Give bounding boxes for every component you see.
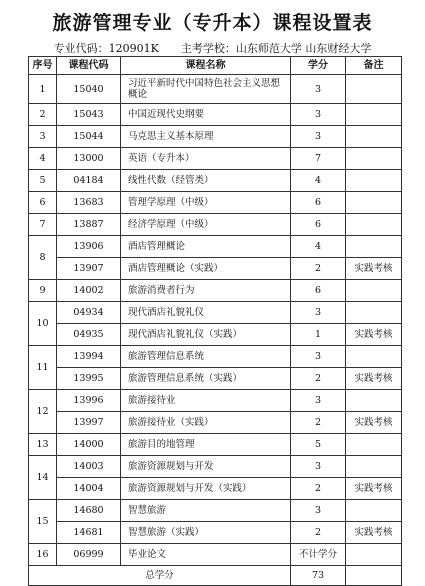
seq-cell: 6 bbox=[29, 192, 57, 214]
credit-cell: 2 bbox=[291, 258, 346, 280]
major-code-label: 专业代码： bbox=[53, 42, 109, 55]
course-name-cell: 现代酒店礼貌礼仪（实践） bbox=[121, 324, 291, 346]
table-row bbox=[29, 434, 402, 456]
seq-cell: 7 bbox=[29, 214, 57, 236]
note-cell bbox=[346, 346, 402, 368]
seq-cell: 11 bbox=[29, 346, 57, 390]
course-code-cell: 04935 bbox=[57, 324, 121, 346]
seq-cell: 14 bbox=[29, 456, 57, 500]
course-name-cell: 旅游管理信息系统（实践） bbox=[121, 368, 291, 390]
course-code-cell: 14004 bbox=[57, 478, 121, 500]
credit-cell: 3 bbox=[291, 104, 346, 126]
credit-cell: 5 bbox=[291, 434, 346, 456]
credit-cell: 1 bbox=[291, 324, 346, 346]
seq-cell: 5 bbox=[29, 170, 57, 192]
course-name-cell: 管理学原理（中级） bbox=[121, 192, 291, 214]
table-row bbox=[29, 236, 402, 258]
credit-cell: 6 bbox=[291, 280, 346, 302]
total-label-cell: 总学分 bbox=[29, 566, 291, 586]
note-cell bbox=[346, 544, 402, 566]
note-cell bbox=[346, 434, 402, 456]
seq-cell: 8 bbox=[29, 236, 57, 280]
note-cell bbox=[346, 170, 402, 192]
table-row bbox=[29, 170, 402, 192]
credit-cell: 3 bbox=[291, 456, 346, 478]
course-name-cell: 智慧旅游（实践） bbox=[121, 522, 291, 544]
course-name-cell: 酒店管理概论 bbox=[121, 236, 291, 258]
course-code-cell: 13994 bbox=[57, 346, 121, 368]
note-cell bbox=[346, 302, 402, 324]
course-name-cell: 智慧旅游 bbox=[121, 500, 291, 522]
course-name-cell: 旅游消费者行为 bbox=[121, 280, 291, 302]
credit-cell: 6 bbox=[291, 192, 346, 214]
table-row bbox=[29, 500, 402, 522]
total-value-cell: 73 bbox=[291, 566, 346, 586]
credit-cell: 2 bbox=[291, 522, 346, 544]
seq-cell: 4 bbox=[29, 148, 57, 170]
course-name-cell: 旅游资源规划与开发 bbox=[121, 456, 291, 478]
course-code-cell: 13995 bbox=[57, 368, 121, 390]
note-cell bbox=[346, 500, 402, 522]
credit-cell: 3 bbox=[291, 346, 346, 368]
table-header-row bbox=[29, 57, 402, 75]
table-row bbox=[29, 258, 402, 280]
note-cell bbox=[346, 75, 402, 104]
header-seq: 序号 bbox=[29, 57, 57, 75]
credit-cell: 3 bbox=[291, 500, 346, 522]
note-cell: 实践考核 bbox=[346, 522, 402, 544]
course-name-cell: 中国近现代史纲要 bbox=[121, 104, 291, 126]
seq-cell: 16 bbox=[29, 544, 57, 566]
course-code-cell: 14681 bbox=[57, 522, 121, 544]
note-cell bbox=[346, 390, 402, 412]
course-code-cell: 13907 bbox=[57, 258, 121, 280]
table-row bbox=[29, 522, 402, 544]
table-row bbox=[29, 75, 402, 104]
header-note: 备注 bbox=[346, 57, 402, 75]
note-cell bbox=[346, 214, 402, 236]
total-note-cell bbox=[346, 566, 402, 586]
course-table bbox=[28, 56, 402, 586]
header-name: 课程名称 bbox=[121, 57, 291, 75]
credit-cell: 3 bbox=[291, 302, 346, 324]
course-name-cell: 毕业论文 bbox=[121, 544, 291, 566]
credit-cell: 3 bbox=[291, 75, 346, 104]
course-name-cell: 旅游接待业 bbox=[121, 390, 291, 412]
document-subtitle bbox=[0, 40, 425, 56]
table-row bbox=[29, 126, 402, 148]
credit-cell: 3 bbox=[291, 126, 346, 148]
table-body bbox=[29, 75, 402, 586]
table-row bbox=[29, 214, 402, 236]
seq-cell: 10 bbox=[29, 302, 57, 346]
school-label: 主考学校： bbox=[180, 42, 236, 55]
note-cell: 实践考核 bbox=[346, 412, 402, 434]
course-code-cell: 13683 bbox=[57, 192, 121, 214]
seq-cell: 2 bbox=[29, 104, 57, 126]
table-row bbox=[29, 456, 402, 478]
credit-cell: 7 bbox=[291, 148, 346, 170]
course-name-cell: 旅游接待业（实践） bbox=[121, 412, 291, 434]
table-row bbox=[29, 478, 402, 500]
credit-cell: 6 bbox=[291, 214, 346, 236]
course-code-cell: 06999 bbox=[57, 544, 121, 566]
course-name-cell: 酒店管理概论（实践） bbox=[121, 258, 291, 280]
header-credit: 学分 bbox=[291, 57, 346, 75]
total-row bbox=[29, 566, 402, 586]
seq-cell: 1 bbox=[29, 75, 57, 104]
table-row bbox=[29, 368, 402, 390]
credit-cell: 2 bbox=[291, 412, 346, 434]
course-code-cell: 14000 bbox=[57, 434, 121, 456]
course-name-cell: 现代酒店礼貌礼仪 bbox=[121, 302, 291, 324]
note-cell bbox=[346, 192, 402, 214]
credit-cell: 4 bbox=[291, 170, 346, 192]
table-row bbox=[29, 280, 402, 302]
course-code-cell: 13997 bbox=[57, 412, 121, 434]
course-code-cell: 13887 bbox=[57, 214, 121, 236]
table-row bbox=[29, 390, 402, 412]
course-name-cell: 习近平新时代中国特色社会主义思想概论 bbox=[121, 75, 291, 104]
course-name-cell: 马克思主义基本原理 bbox=[121, 126, 291, 148]
note-cell bbox=[346, 236, 402, 258]
seq-cell: 15 bbox=[29, 500, 57, 544]
credit-cell: 2 bbox=[291, 368, 346, 390]
course-name-cell: 旅游资源规划与开发（实践） bbox=[121, 478, 291, 500]
header-code: 课程代码 bbox=[57, 57, 121, 75]
course-code-cell: 04934 bbox=[57, 302, 121, 324]
table-row bbox=[29, 346, 402, 368]
table-row bbox=[29, 192, 402, 214]
note-cell: 实践考核 bbox=[346, 368, 402, 390]
note-cell: 实践考核 bbox=[346, 324, 402, 346]
table-row bbox=[29, 302, 402, 324]
course-code-cell: 14003 bbox=[57, 456, 121, 478]
table-row bbox=[29, 148, 402, 170]
credit-cell: 2 bbox=[291, 478, 346, 500]
course-code-cell: 04184 bbox=[57, 170, 121, 192]
note-cell: 实践考核 bbox=[346, 478, 402, 500]
major-code: 120901K bbox=[108, 42, 159, 55]
seq-cell: 9 bbox=[29, 280, 57, 302]
table-row bbox=[29, 544, 402, 566]
course-code-cell: 13000 bbox=[57, 148, 121, 170]
course-code-cell: 13996 bbox=[57, 390, 121, 412]
credit-cell: 不计学分 bbox=[291, 544, 346, 566]
schools: 山东师范大学 山东财经大学 bbox=[235, 42, 372, 55]
course-code-cell: 14680 bbox=[57, 500, 121, 522]
course-code-cell: 13906 bbox=[57, 236, 121, 258]
note-cell bbox=[346, 148, 402, 170]
note-cell bbox=[346, 456, 402, 478]
table-row bbox=[29, 324, 402, 346]
course-code-cell: 14002 bbox=[57, 280, 121, 302]
course-code-cell: 15040 bbox=[57, 75, 121, 104]
course-name-cell: 旅游目的地管理 bbox=[121, 434, 291, 456]
note-cell: 实践考核 bbox=[346, 258, 402, 280]
course-name-cell: 经济学原理（中级） bbox=[121, 214, 291, 236]
seq-cell: 13 bbox=[29, 434, 57, 456]
credit-cell: 4 bbox=[291, 236, 346, 258]
credit-cell: 3 bbox=[291, 390, 346, 412]
document-title: 旅游管理专业（专升本）课程设置表 bbox=[52, 12, 373, 34]
seq-cell: 3 bbox=[29, 126, 57, 148]
table-row bbox=[29, 104, 402, 126]
course-name-cell: 线性代数（经管类） bbox=[121, 170, 291, 192]
note-cell bbox=[346, 280, 402, 302]
table-row bbox=[29, 412, 402, 434]
note-cell bbox=[346, 126, 402, 148]
course-code-cell: 15043 bbox=[57, 104, 121, 126]
note-cell bbox=[346, 104, 402, 126]
seq-cell: 12 bbox=[29, 390, 57, 434]
course-name-cell: 旅游管理信息系统 bbox=[121, 346, 291, 368]
course-code-cell: 15044 bbox=[57, 126, 121, 148]
course-name-cell: 英语（专升本） bbox=[121, 148, 291, 170]
